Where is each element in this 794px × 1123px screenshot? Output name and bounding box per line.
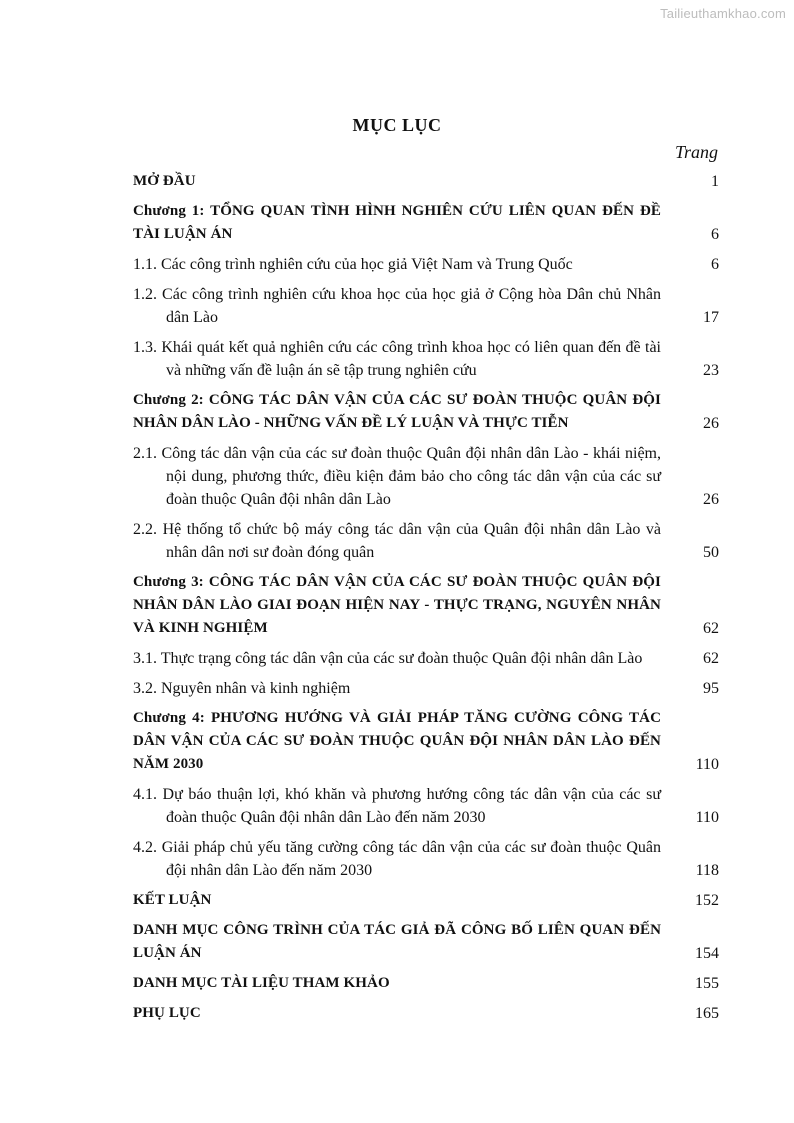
toc-entry-page: 17 [703,309,719,326]
toc-entry-page: 6 [711,256,719,273]
toc-entry-page: 1 [711,173,719,190]
toc-entry-text: DANH MỤC CÔNG TRÌNH CỦA TÁC GIẢ ĐÃ CÔNG BỐ LIÊN QUAN ĐẾN LUẬN ÁN [133,922,661,961]
toc-entry-text: 3.2. Nguyên nhân và kinh nghiệm [133,680,351,697]
toc-entry [133,442,719,511]
toc-entry [133,919,719,965]
toc-entry-page: 50 [703,544,719,561]
toc-entry-text: PHỤ LỤC [133,1005,201,1021]
toc-entry-page: 62 [703,650,719,667]
toc-entry-text: Chương 1: TỔNG QUAN TÌNH HÌNH NGHIÊN CỨU LIÊN QUAN ĐẾN ĐỀ TÀI LUẬN ÁN [133,203,661,242]
toc-entry-text: 4.2. Giải pháp chủ yếu tăng cường công tác dân vận của các sư đoàn thuộc Quân đội nhân dân Lào đến năm 2030 [133,839,661,879]
toc-entry-page: 154 [695,945,719,962]
toc-entry-page: 118 [695,862,719,879]
toc-entry [133,283,719,329]
table-of-contents [133,170,719,1025]
toc-entry-page: 26 [703,491,719,508]
toc-entry [133,783,719,829]
toc-entry [133,836,719,882]
toc-entry [133,889,719,912]
toc-entry-text: 4.1. Dự báo thuận lợi, khó khăn và phương hướng công tác dân vận của các sư đoàn thuộc Quân đội nhân dân Lào đến năm 2030 [133,786,661,826]
toc-entry [133,647,719,670]
toc-entry [133,170,719,193]
toc-entry [133,707,719,776]
toc-entry-page: 26 [703,415,719,432]
toc-entry-page: 110 [695,756,719,773]
toc-entry-text: KẾT LUẬN [133,892,212,908]
toc-entry [133,571,719,640]
toc-entry-text: MỞ ĐẦU [133,173,196,189]
page-title: MỤC LỤC [352,115,442,135]
toc-entry-text: 1.3. Khái quát kết quả nghiên cứu các công trình khoa học có liên quan đến đề tài và những vấn đề luận án sẽ tập trung nghiên cứu [133,339,661,379]
toc-entry [133,200,719,246]
toc-entry-text: 1.2. Các công trình nghiên cứu khoa học của học giả ở Cộng hòa Dân chủ Nhân dân Lào [133,286,661,326]
toc-entry-page: 23 [703,362,719,379]
toc-entry-page: 155 [695,975,719,992]
toc-entry-page: 62 [703,620,719,637]
toc-entry-page: 152 [695,892,719,909]
toc-entry-text: Chương 3: CÔNG TÁC DÂN VẬN CỦA CÁC SƯ ĐOÀN THUỘC QUÂN ĐỘI NHÂN DÂN LÀO GIAI ĐOẠN HIỆN NAY - THỰC TRẠNG, NGUYÊN NHÂN VÀ KINH NGHIỆM [133,574,661,636]
toc-entry [133,518,719,564]
toc-entry [133,1002,719,1025]
toc-entry [133,389,719,435]
toc-entry-text: Chương 2: CÔNG TÁC DÂN VẬN CỦA CÁC SƯ ĐOÀN THUỘC QUÂN ĐỘI NHÂN DÂN LÀO - NHỮNG VẤN ĐỀ LÝ LUẬN VÀ THỰC TIỄN [133,392,661,431]
page-column-header: Trang [674,142,718,162]
toc-entry [133,253,719,276]
toc-entry [133,972,719,995]
toc-entry-page: 165 [695,1005,719,1022]
toc-entry-text: 3.1. Thực trạng công tác dân vận của các sư đoàn thuộc Quân đội nhân dân Lào [133,650,643,667]
toc-entry-page: 6 [711,226,719,243]
toc-entry [133,677,719,700]
toc-entry-page: 110 [695,809,719,826]
toc-entry-text: Chương 4: PHƯƠNG HƯỚNG VÀ GIẢI PHÁP TĂNG CƯỜNG CÔNG TÁC DÂN VẬN CỦA CÁC SƯ ĐOÀN THUỘC QUÂN ĐỘI NHÂN DÂN LÀO ĐẾN NĂM 2030 [133,710,661,772]
toc-entry [133,336,719,382]
toc-entry-text: 1.1. Các công trình nghiên cứu của học giả Việt Nam và Trung Quốc [133,256,573,273]
toc-entry-text: 2.1. Công tác dân vận của các sư đoàn thuộc Quân đội nhân dân Lào - khái niệm, nội dung, phương thức, điều kiện đảm bảo cho công tác dân vận của các sư đoàn thuộc Quân đội nhân dân Lào [133,445,661,508]
toc-entry-page: 95 [703,680,719,697]
toc-entry-text: DANH MỤC TÀI LIỆU THAM KHẢO [133,975,390,991]
watermark-text: Tailieuthamkhao.com [660,6,786,21]
toc-entry-text: 2.2. Hệ thống tổ chức bộ máy công tác dân vận của Quân đội nhân dân Lào và nhân dân nơi sư đoàn đóng quân [133,521,661,561]
